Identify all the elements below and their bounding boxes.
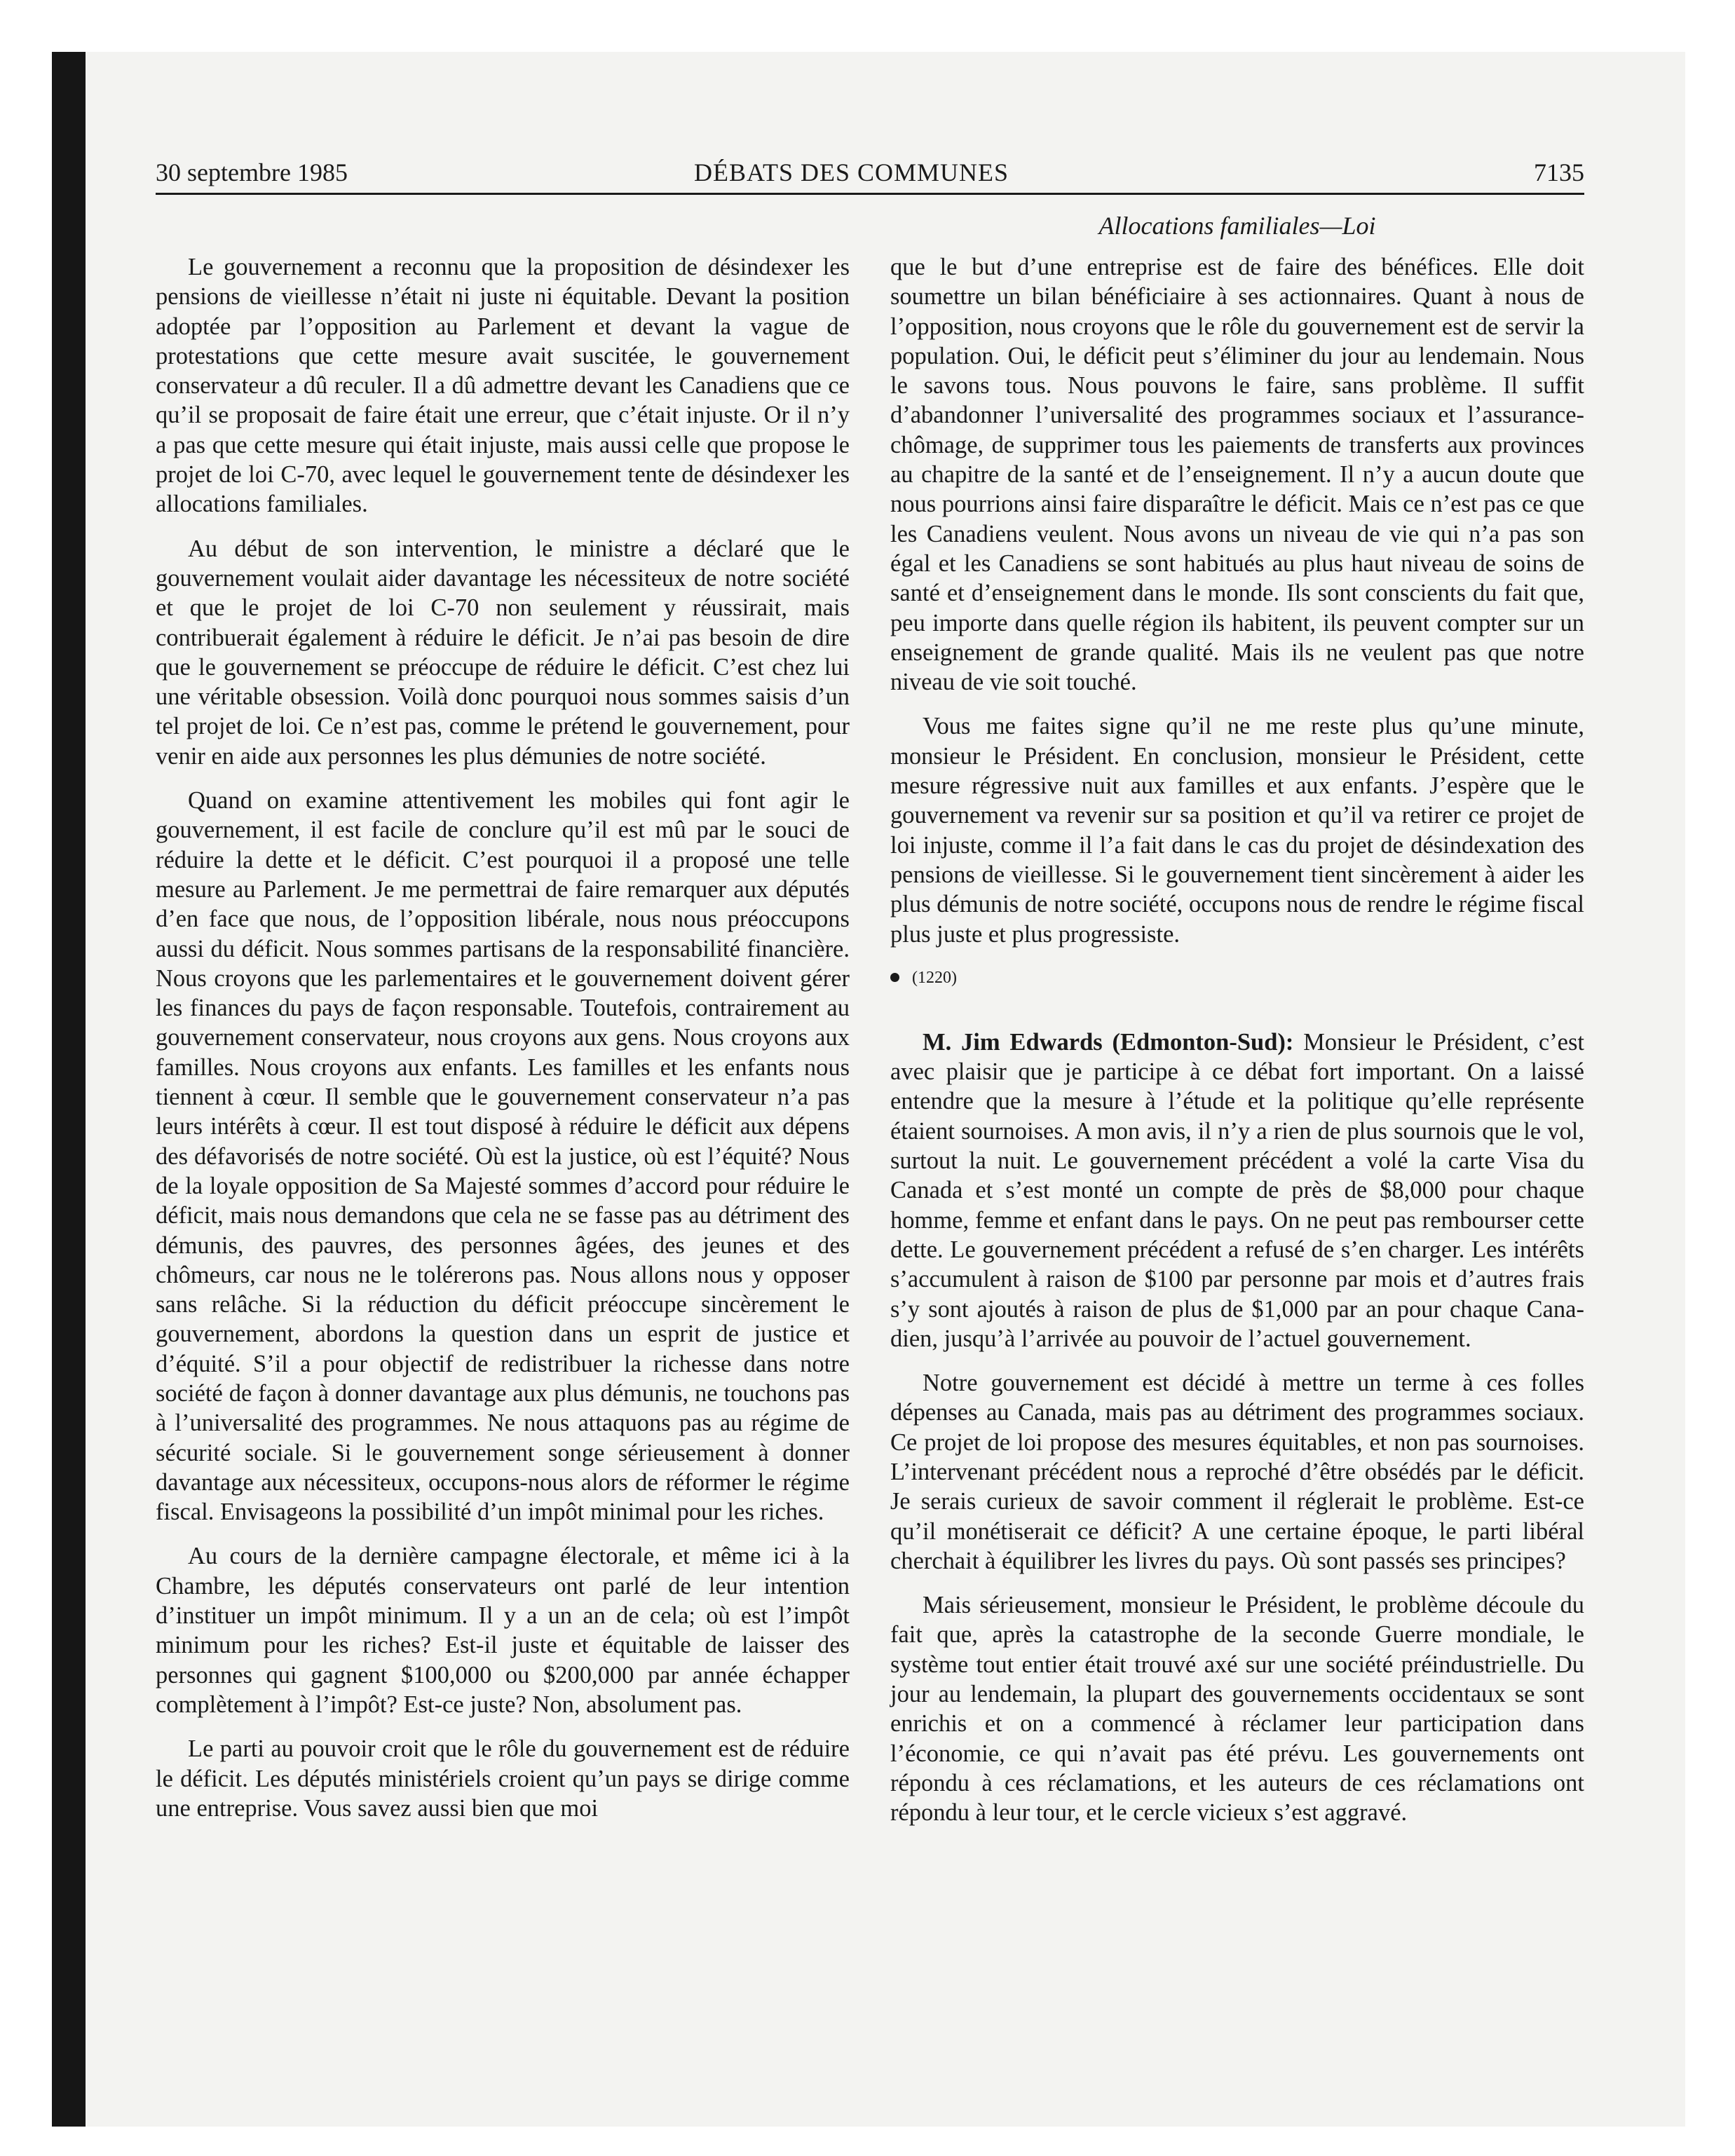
page-number: 7135 (1534, 158, 1584, 186)
bullet-icon (890, 973, 899, 982)
paragraph: Le parti au pouvoir croit que le rôle du gouvernement est de réduire le déficit. Les députés ministériels croient qu’un pays se dirige comme une entreprise. Vous savez aussi bien que moi (156, 1735, 850, 1822)
paragraph: Au début de son intervention, le ministre a déclaré que le gouvernement voulait aider davantage les nécessiteux de notre société et que le projet de loi C-70 non seulement y réussirait, mais contribuerait également à réduire le déficit. Je n’ai pas besoin de dire que le gouvernement se préoccupe de réduire le déficit. C’est chez lui une véritable obsession. Voilà donc pourquoi nous sommes saisis d’un tel projet de loi. Ce n’est pas, comme le prétend le gouvernement, pour venir en aide aux personnes les plus démunies de notre société. (156, 535, 850, 770)
speech-text: Monsieur le Président, c’est avec plaisir que je participe à ce débat fort important. On a laissé entendre que la mesure à l’étude et la politique qu’elle représente étaient sournoises. A mon avis, il n’y a rien de plus sournois que le vol, surtout la nuit. Le gouvernement précédent a volé la carte Visa du Canada et s’est monté un compte de près de $8,000 pour chaque homme, femme et enfant dans le pays. On ne peut pas rembourser cette dette. Le gouvernement précédent a refusé de s’en charger. Les intérêts s’accumulent à raison de $100 par personne par mois et d’autres frais s’y sont ajoutés à raison de plus de $1,000 par an pour chaque Canadien, jusqu’à l’arrivée au pouvoir de l’actuel gouvernement. (890, 1028, 1585, 1352)
paragraph: Au cours de la dernière campagne électorale, et même ici à la Chambre, les députés conservateurs ont parlé de leur intention d’instituer un impôt minimum. Il y a un an de cela; où est l’impôt minimum pour les riches? Est-il juste et équitable de laisser des personnes qui gagnent $100,000 ou $200,000 par année échapper complètement à l’impôt? Est-ce juste? Non, absolument pas. (156, 1543, 850, 1718)
right-column (890, 252, 1584, 1843)
paragraph: Vous me faites signe qu’il ne me reste plus qu’une minute, monsieur le Président. En conclusion, monsieur le Président, cette mesure régressive nuit aux familles et aux enfants. J’espère que le gouvernement va revenir sur sa position et qu’il va retirer ce projet de loi injuste, comme il l’a fait dans le cas du projet de désindexation des pensions de vieillesse. Si le gouvernement tient sincèrement à aider les plus démunis de notre société, occupons nous de rendre le régime fiscal plus juste et plus progressiste. (890, 713, 1584, 948)
paragraph: que le but d’une entreprise est de faire des bénéfices. Elle doit soumettre un bilan bénéficiaire à ses actionnaires. Quant à nous de l’opposition, nous croyons que le rôle du gouvernement est de servir la population. Oui, le déficit peut s’éliminer du jour au lendemain. Nous le savons tous. Nous pouvons le faire, sans problème. Il suffit d’abandonner l’universalité des programmes sociaux et l’assurance-chômage, de supprimer tous les paiements de transferts aux provinces au chapitre de la santé et de l’enseignement. Il n’y a aucun doute que nous pourrions ainsi faire disparaître le déficit. Mais ce n’est pas ce que les Canadiens veulent. Nous avons un niveau de vie qui n’a pas son égal et les Canadiens se sont habitués au plus haut niveau de soins de santé et d’enseignement dans le monde. Ils sont conscients du fait que, peu importe dans quelle région ils habitent, ils peuvent compter sur un enseignement de grande qualité. Mais ils ne veulent pas que notre niveau de vie soit touché. (890, 254, 1584, 696)
left-column (156, 252, 850, 1838)
time-marker (890, 967, 1584, 988)
paragraph: Notre gouvernement est décidé à mettre un terme à ces folles dépenses au Canada, mais pas au détriment des programmes sociaux. Ce projet de loi propose des mesures équitables, et non pas sournoises. L’intervenant précédent nous a reproché d’être obsédés par le déficit. Je serais curieux de savoir comment il réglerait le problème. Est-ce qu’il monétiserait ce déficit? A une certaine époque, le parti libéral cherchait à équilibrer les livres du pays. Où sont passés ses principes? (890, 1370, 1584, 1574)
paragraph: Quand on examine attentivement les mobiles qui font agir le gouvernement, il est facile de conclure qu’il est mû par le souci de réduire la dette et le déficit. C’est pourquoi il a proposé une telle mesure au Parlement. Je me permettrai de faire remarquer aux députés d’en face que nous, de l’opposition libérale, nous nous préoccupons aussi du déficit. Nous sommes partisans de la responsabilité financière. Nous croyons que les parlementaires et le gouvernement doivent gérer les finances du pays de façon responsable. Toutefois, contrairement au gouvernement conservateur, nous croyons aux gens. Nous croyons aux familles. Nous croyons aux enfants. Les familles et les enfants nous tiennent à cœur. Il semble que le gouvernement conservateur n’a pas leurs intérêts à cœur. Il est tout disposé à réduire le déficit aux dépens des défavorisés de notre société. Où est la justice, où est l’équité? Nous de la loyale opposition de Sa Majesté sommes d’accord pour réduire le déficit, mais nous demandons que cela ne se fasse pas au détriment des démunis, des pauvres, des personnes âgées, des jeunes et des chômeurs, car nous ne le tolérerons pas. Nous allons nous y opposer sans relâche. Si la réduction du déficit préoccupe sincèrement le gouvernement, abordons la question dans un esprit de justice et d’équité. S’il a pour objectif de redistribuer la richesse dans notre société de façon à donner davantage aux plus démunis, ne touchons pas à l’universalité des programmes. Ne nous attaquons pas au régime de sécurité sociale. Si le gouvernement songe sérieusement à donner davantage aux nécessiteux, occupons-nous alors de réformer le régime fiscal. Envisageons la possibilité d’un impôt minimal pour les riches. (156, 787, 850, 1526)
speech-paragraph (890, 1028, 1584, 1353)
paragraph: Mais sérieusement, monsieur le Président, le problème découle du fait que, après la catastrophe de la seconde Guerre mondiale, le système tout entier était trouvé axé sur une société préindustrielle. Du jour au lendemain, la plupart des gouvernements occidentaux se sont enrichis et on a commencé à réclamer leur participation dans l’économie, ce qui n’avait pas été prévu. Les gouvernements ont répondu à ces réclamations, et les auteurs de ces réclamations ont répondu à leur tour, et le cercle vicieux s’est aggravé. (890, 1592, 1584, 1827)
header-title: DÉBATS DES COMMUNES (694, 158, 1009, 186)
scan-binding-edge (52, 52, 86, 2127)
header-date: 30 septembre 1985 (156, 158, 348, 186)
section-subhead: Allocations familiales—Loi (1098, 212, 1376, 240)
time-marker-label: (1220) (912, 968, 957, 987)
paragraph: Le gouvernement a reconnu que la proposition de désindexer les pensions de vieillesse n’était ni juste ni équitable. Devant la position adoptée par l’opposition au Parlement et devant la vague de protestations que cette mesure avait suscitée, le gouvernement conservateur a dû reculer. Il a dû admettre devant les Canadiens que ce qu’il se proposait de faire était une erreur, que c’était injuste. Or il n’y a pas que cette mesure qui était injuste, mais aussi celle que propose le projet de loi C-70, avec lequel le gouvernement tente de désindexer les allocations familiales. (156, 254, 850, 518)
speaker-name: M. Jim Edwards (Edmonton-Sud): (923, 1028, 1294, 1056)
header-rule (156, 193, 1584, 195)
